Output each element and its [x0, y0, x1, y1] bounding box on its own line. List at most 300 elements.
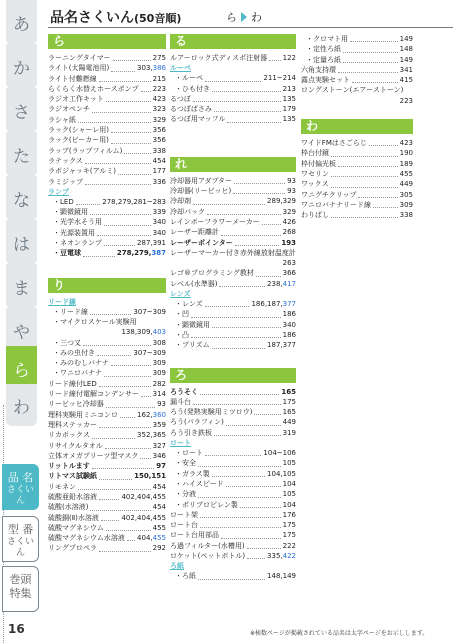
index-entry[interactable] — [48, 228, 166, 238]
index-entry[interactable] — [48, 492, 166, 502]
bottom-tab-name-index[interactable] — [2, 464, 39, 510]
arrow-right-icon — [241, 12, 247, 22]
entry-name: 冷却器用アダプター — [170, 176, 233, 185]
entry-page-numbers: 352,365 — [137, 431, 166, 440]
index-entry[interactable] — [170, 114, 296, 124]
leader-dots — [331, 217, 398, 218]
leader-dots — [234, 183, 285, 184]
index-entry[interactable] — [170, 227, 296, 237]
entry-name: ・分液 — [175, 490, 196, 499]
leader-dots — [269, 60, 281, 61]
entry-page-numbers: 308 — [152, 338, 166, 347]
index-entry[interactable] — [48, 523, 166, 533]
index-entry[interactable] — [48, 543, 166, 553]
entry-group-heading: ろ紙 — [170, 562, 184, 571]
leader-dots — [235, 245, 280, 246]
index-entry[interactable] — [170, 407, 296, 417]
index-entry[interactable] — [301, 75, 413, 85]
entry-page-numbers: 104~106 — [263, 449, 296, 458]
leader-dots — [111, 143, 151, 144]
entry-page-numbers: 93 — [287, 187, 296, 196]
index-entry[interactable] — [170, 448, 296, 458]
title-subtitle: (50音順) — [134, 12, 182, 25]
leader-dots — [141, 91, 151, 92]
entry-name: ロート台 — [170, 521, 198, 530]
entry-name: ろうそく — [170, 387, 198, 396]
index-entry[interactable] — [48, 389, 166, 399]
index-entry[interactable] — [48, 410, 166, 420]
entry-page-numbers: 292 — [152, 544, 166, 553]
leader-dots — [124, 153, 150, 154]
entry-page-numbers: 186,187,377 — [251, 300, 296, 309]
bottom-tab-sublabel: 特集 — [9, 586, 32, 600]
bottom-tab-sublabel: さくいん — [6, 536, 34, 558]
index-entry[interactable] — [170, 217, 296, 227]
index-entry[interactable] — [48, 471, 166, 481]
entry-page-numbers: 162,360 — [137, 410, 166, 419]
index-entry[interactable] — [301, 169, 413, 179]
index-entry[interactable] — [301, 138, 413, 148]
leader-dots — [92, 438, 135, 439]
index-entry[interactable] — [48, 358, 166, 368]
entry-name: ラシャ紙 — [48, 115, 76, 124]
kana-tab-ha[interactable]: は — [6, 220, 37, 265]
index-entry[interactable] — [301, 148, 413, 158]
highlighted-page-ref[interactable]: 422 — [282, 551, 296, 560]
entry-page-numbers: 104 — [282, 479, 296, 488]
entry-page-numbers: 187,377 — [267, 341, 296, 350]
entry-page-numbers: 104 — [282, 500, 296, 509]
entry-page-numbers: 323 — [152, 105, 166, 114]
entry-page-numbers: 449 — [399, 180, 413, 189]
entry-name: ・プリズム — [175, 341, 210, 350]
index-entry[interactable] — [48, 348, 166, 358]
index-entry[interactable] — [170, 104, 296, 114]
leader-dots — [118, 174, 151, 175]
entry-page-numbers: 454 — [152, 156, 166, 165]
leader-dots — [99, 499, 119, 500]
entry-page-numbers: 278,279,281~283 — [102, 197, 166, 206]
entry-name: ・光学水そう用 — [53, 218, 102, 227]
entry-page-numbers: 175 — [282, 531, 296, 540]
kana-tab-ra[interactable]: ら — [6, 346, 37, 391]
index-entry[interactable] — [301, 179, 413, 189]
index-entry[interactable] — [170, 299, 296, 309]
index-entry[interactable] — [48, 177, 166, 187]
index-entry[interactable] — [48, 513, 166, 523]
entry-page-numbers: 135 — [282, 94, 296, 103]
leader-dots — [106, 530, 151, 531]
leader-dots — [193, 204, 265, 205]
page-number: 16 — [8, 622, 25, 636]
entry-page-continuation[interactable]: 263 — [282, 259, 296, 268]
entry-group-heading: ランプ — [48, 187, 69, 196]
index-entry[interactable] — [301, 44, 413, 54]
entry-name: 枠台付鏡 — [301, 149, 329, 158]
index-entry[interactable] — [170, 309, 296, 319]
entry-page-numbers: 336 — [152, 177, 166, 186]
bottom-tab-model-index[interactable] — [2, 516, 39, 562]
index-entry[interactable] — [170, 500, 296, 510]
index-entry[interactable] — [48, 502, 166, 512]
index-entry[interactable] — [170, 186, 296, 196]
entry-page-numbers: 338 — [152, 146, 166, 155]
entry-name: リカボックス — [48, 431, 90, 440]
entry-name: ろう(発熱実験用ミツロウ) — [170, 408, 253, 417]
index-entry[interactable] — [48, 156, 166, 166]
highlighted-page-ref[interactable]: 360 — [152, 410, 166, 419]
index-entry[interactable] — [48, 451, 166, 461]
entry-name: 硫酸銅(Ⅱ)水溶液 — [48, 513, 99, 522]
entry-page-numbers: 314 — [152, 390, 166, 399]
index-entry[interactable] — [170, 73, 296, 83]
index-entry[interactable] — [170, 387, 296, 397]
index-entry[interactable] — [170, 510, 296, 520]
index-entry[interactable] — [301, 159, 413, 169]
entry-page-numbers: 186 — [282, 310, 296, 319]
leader-dots — [104, 225, 151, 226]
index-entry[interactable] — [170, 520, 296, 530]
index-entry[interactable] — [48, 207, 166, 217]
entry-page-numbers: 149 — [399, 35, 413, 43]
entry-page-numbers: 454 — [152, 482, 166, 491]
leader-dots — [83, 345, 151, 346]
leader-dots — [106, 407, 155, 408]
leader-dots — [92, 112, 151, 113]
entry-page-numbers: 307~309 — [133, 307, 166, 316]
index-entry[interactable] — [48, 248, 166, 258]
entry-page-continuation[interactable]: 138,309,403 — [121, 328, 166, 337]
entry-page-numbers: 122 — [282, 54, 296, 62]
index-entry[interactable] — [170, 176, 296, 186]
entry-name: ラジオ工作キット — [48, 95, 104, 104]
leader-dots — [212, 91, 281, 92]
entry-page-numbers: 176 — [282, 510, 296, 519]
kana-tab-a[interactable]: あ — [6, 0, 37, 45]
index-entry[interactable] — [301, 34, 413, 44]
section-header-re: れ — [170, 157, 296, 172]
entry-page-numbers: 346 — [152, 451, 166, 460]
index-entry[interactable] — [170, 330, 296, 340]
entry-name: 硫酸亜鉛水溶液 — [48, 492, 97, 501]
entry-page-numbers: 309 — [399, 200, 413, 209]
index-entry[interactable] — [48, 461, 166, 471]
highlighted-page-ref[interactable]: 403 — [152, 328, 166, 337]
entry-page-numbers: 97 — [156, 462, 166, 471]
index-entry[interactable] — [48, 338, 166, 348]
index-entry[interactable] — [170, 469, 296, 479]
bottom-tab-label: 巻頭 — [9, 573, 32, 586]
entry-name: るつぼ — [170, 94, 191, 103]
index-entry[interactable] — [170, 458, 296, 468]
entry-group-heading: ロート — [170, 439, 191, 448]
index-entry[interactable] — [170, 268, 296, 278]
leader-dots — [83, 256, 115, 257]
entry-page-numbers: 93 — [157, 400, 166, 409]
entry-group-heading: レンズ — [170, 290, 191, 299]
entry-name: 硫酸(水溶液) — [48, 503, 89, 512]
entry-name: ・みのむしバナナ — [53, 359, 109, 368]
entry-name: わりばし — [301, 211, 329, 220]
entry-page-numbers: 309 — [152, 359, 166, 368]
index-entry[interactable] — [48, 197, 166, 207]
leader-dots — [200, 527, 281, 528]
index-entry[interactable] — [170, 279, 296, 289]
entry-name: リサイクルタオル — [48, 441, 103, 450]
entry-page-numbers: 426 — [282, 217, 296, 226]
index-entry[interactable] — [170, 397, 296, 407]
entry-name: ・ハイスピード — [175, 479, 224, 488]
entry-page-numbers: 303,386 — [137, 64, 166, 73]
kana-tab-sa[interactable]: さ — [6, 88, 37, 133]
entry-page-numbers: 423 — [399, 139, 413, 148]
index-entry[interactable] — [170, 196, 296, 206]
page-title — [50, 7, 181, 27]
leader-dots — [105, 448, 151, 449]
highlighted-page-ref[interactable]: 387 — [151, 249, 166, 258]
index-entry[interactable] — [48, 317, 166, 327]
entry-name: ラテックス — [48, 156, 83, 165]
leader-dots — [198, 466, 281, 467]
index-entry[interactable] — [170, 207, 296, 217]
entry-name: ・光源装置用 — [53, 228, 95, 237]
index-entry[interactable] — [48, 125, 166, 135]
index-entry[interactable] — [170, 94, 296, 104]
index-entry[interactable] — [170, 541, 296, 551]
highlighted-page-ref[interactable]: 417 — [282, 279, 296, 288]
index-entry[interactable] — [48, 104, 166, 114]
entry-name: ・ロート — [175, 449, 203, 458]
index-entry[interactable] — [170, 479, 296, 489]
index-entry[interactable] — [48, 533, 166, 543]
index-entry[interactable] — [48, 441, 166, 451]
entry-name: ラーニングタイマー — [48, 54, 111, 62]
leader-dots — [111, 365, 151, 366]
index-entry[interactable] — [48, 238, 166, 248]
entry-page-numbers: 341 — [399, 65, 413, 74]
index-entry[interactable] — [170, 571, 296, 581]
entry-name: 枠付偏光板 — [301, 159, 336, 168]
entry-name: リングプロペラ — [48, 544, 97, 553]
kana-sidebar — [0, 0, 40, 644]
entry-name: レベル(水準器) — [170, 279, 218, 288]
entry-name: 理科ステッカー — [48, 420, 97, 429]
highlighted-page-ref[interactable]: 455 — [152, 534, 166, 543]
index-entry[interactable] — [170, 248, 296, 258]
entry-page-numbers: 175 — [282, 397, 296, 406]
entry-name: ・凹 — [175, 310, 189, 319]
entry-name: ・マイクロスケール実験用 — [53, 317, 137, 326]
leader-dots — [85, 163, 151, 164]
section-header-ru: る — [170, 34, 296, 49]
index-entry[interactable] — [48, 379, 166, 389]
index-entry[interactable] — [301, 85, 413, 95]
entry-name: ・クロマト用 — [306, 35, 348, 43]
index-entry[interactable] — [170, 84, 296, 94]
entry-page-numbers: 327 — [152, 441, 166, 450]
entry-page-numbers: 275 — [152, 54, 166, 62]
index-entry[interactable] — [48, 135, 166, 145]
entry-page-numbers: 289,329 — [267, 197, 296, 206]
index-entry[interactable] — [48, 430, 166, 440]
highlighted-page-ref[interactable]: 377 — [282, 300, 296, 309]
leader-dots — [99, 479, 132, 480]
entry-group-heading: ルーペ — [170, 64, 191, 73]
entry-name: リービッヒ冷却器 — [48, 400, 104, 409]
entry-page-numbers: 455 — [399, 169, 413, 178]
bottom-tab-sublabel: さくいん — [6, 484, 34, 506]
entry-page-numbers: 222 — [282, 541, 296, 550]
entry-page-numbers: 455 — [152, 523, 166, 532]
index-entry[interactable] — [301, 200, 413, 210]
index-entry[interactable] — [170, 53, 296, 63]
index-entry[interactable] — [48, 217, 166, 227]
index-entry[interactable] — [170, 320, 296, 330]
index-entry[interactable] — [48, 420, 166, 430]
title-text: 品名さくいん — [50, 10, 134, 26]
index-entry[interactable] — [170, 551, 296, 561]
index-entry[interactable] — [170, 530, 296, 540]
entry-name: ・安全 — [175, 459, 196, 468]
index-entry[interactable] — [48, 84, 166, 94]
index-entry[interactable] — [170, 417, 296, 427]
entry-name: ・豆電球 — [53, 249, 81, 258]
index-entry[interactable] — [48, 63, 166, 73]
index-entry[interactable] — [170, 340, 296, 350]
index-entry[interactable] — [48, 399, 166, 409]
bottom-tab-label: 型 番 — [7, 523, 34, 536]
entry-page-numbers: 340 — [152, 228, 166, 237]
index-entry[interactable] — [170, 238, 296, 248]
index-entry[interactable] — [48, 53, 166, 63]
kana-tab-ma[interactable]: ま — [6, 264, 37, 309]
leader-dots — [97, 355, 131, 356]
entry-page-numbers: 149 — [399, 55, 413, 64]
index-entry[interactable] — [301, 210, 413, 220]
entry-name: ろう引き鉄板 — [170, 428, 212, 437]
leader-dots — [198, 497, 281, 498]
leader-dots — [140, 458, 150, 459]
leader-dots — [331, 176, 398, 177]
entry-page-numbers: 193 — [281, 238, 296, 247]
index-entry[interactable] — [48, 146, 166, 156]
leader-dots — [233, 193, 285, 194]
leader-dots — [212, 327, 281, 328]
leader-dots — [97, 235, 151, 236]
entry-page-numbers: 449 — [282, 418, 296, 427]
range-indicator — [226, 9, 262, 25]
entry-name: 冷却パック — [170, 207, 205, 216]
entry-name: ・顕微鏡用 — [53, 208, 88, 217]
kana-tab-wa[interactable]: わ — [6, 384, 37, 426]
entry-name: 硫酸マグネシウム — [48, 523, 104, 532]
entry-page-numbers: 190 — [399, 149, 413, 158]
index-entry[interactable] — [48, 74, 166, 84]
leader-dots — [358, 197, 397, 198]
range-to: わ — [251, 11, 262, 24]
kana-tab-ka[interactable]: か — [6, 44, 37, 89]
leader-dots — [212, 348, 265, 349]
entry-name: レーザー距離計 — [170, 228, 219, 237]
index-entry[interactable] — [170, 489, 296, 499]
entry-name: ライト(太陽電池用) — [48, 64, 110, 73]
entry-name: ・ルーペ — [175, 74, 203, 83]
index-entry[interactable] — [301, 55, 413, 65]
entry-name: レーザーマーカー付き赤外線放射温度計 — [170, 248, 296, 257]
entry-page-numbers: 287,391 — [137, 239, 166, 248]
leader-dots — [90, 214, 151, 215]
index-entry[interactable] — [48, 482, 166, 492]
highlighted-page-ref[interactable]: 386 — [152, 64, 166, 73]
entry-page-numbers: 175 — [282, 521, 296, 530]
leader-dots — [113, 60, 151, 61]
index-entry[interactable] — [48, 166, 166, 176]
index-entry[interactable] — [301, 190, 413, 200]
leader-dots — [99, 551, 151, 552]
entry-name: ろう(パラフィン) — [170, 418, 224, 427]
leader-dots — [191, 337, 281, 338]
leader-dots — [212, 476, 265, 477]
bottom-tab-feature[interactable] — [2, 566, 39, 612]
entry-name: 立体オメガプリーツ型マスク — [48, 451, 139, 460]
entry-name: ・LED — [53, 197, 74, 206]
index-entry[interactable] — [301, 65, 413, 75]
entry-page-numbers: 319 — [282, 428, 296, 437]
kana-tab-ta[interactable]: た — [6, 132, 37, 177]
index-entry[interactable] — [170, 428, 296, 438]
entry-page-continuation[interactable]: 223 — [399, 96, 413, 105]
index-entry[interactable] — [48, 115, 166, 125]
entry-page-numbers: 135 — [282, 115, 296, 124]
kana-tab-na[interactable]: な — [6, 176, 37, 221]
kana-tab-ya[interactable]: や — [6, 308, 37, 352]
column-2 — [170, 34, 296, 582]
leader-dots — [205, 306, 250, 307]
entry-name: 露点実験セット — [301, 76, 350, 85]
leader-dots — [120, 417, 135, 418]
entry-page-numbers: 165 — [282, 408, 296, 417]
entry-name: ラップ(ラップフィルム) — [48, 146, 123, 155]
entry-page-numbers: 105 — [282, 490, 296, 499]
entry-page-numbers: 309 — [152, 369, 166, 378]
entry-name: 漏斗台 — [170, 397, 191, 406]
leader-dots — [78, 122, 151, 123]
leader-dots — [247, 558, 265, 559]
column-1 — [48, 34, 166, 554]
entry-name: ワイドFMはさごらじ — [301, 139, 367, 148]
entry-name: ワニロバナナリード線 — [301, 200, 371, 209]
leader-dots — [193, 101, 281, 102]
entry-name: ラジオペンチ — [48, 105, 90, 114]
entry-page-numbers: 338 — [399, 211, 413, 220]
range-from: ら — [226, 11, 237, 24]
leader-dots — [106, 101, 151, 102]
entry-name: ライト付難燃線 — [48, 74, 97, 83]
index-entry[interactable] — [48, 307, 166, 317]
entry-name: ルアーロック式ディスポ注射器 — [170, 54, 268, 62]
index-entry[interactable] — [48, 368, 166, 378]
entry-name: ・みの虫付き — [53, 348, 95, 357]
entry-name: 冷却剤 — [170, 197, 191, 206]
entry-page-numbers: 404,455 — [137, 534, 166, 543]
entry-name: ロングストーン(エアーストーン) — [301, 86, 404, 95]
section-header-wa: わ — [301, 119, 413, 134]
entry-name: ・ろ紙 — [175, 572, 196, 581]
leader-dots — [226, 486, 281, 487]
index-entry[interactable] — [48, 94, 166, 104]
entry-name: リモネン — [48, 482, 76, 491]
entry-page-numbers: 148 — [399, 45, 413, 54]
